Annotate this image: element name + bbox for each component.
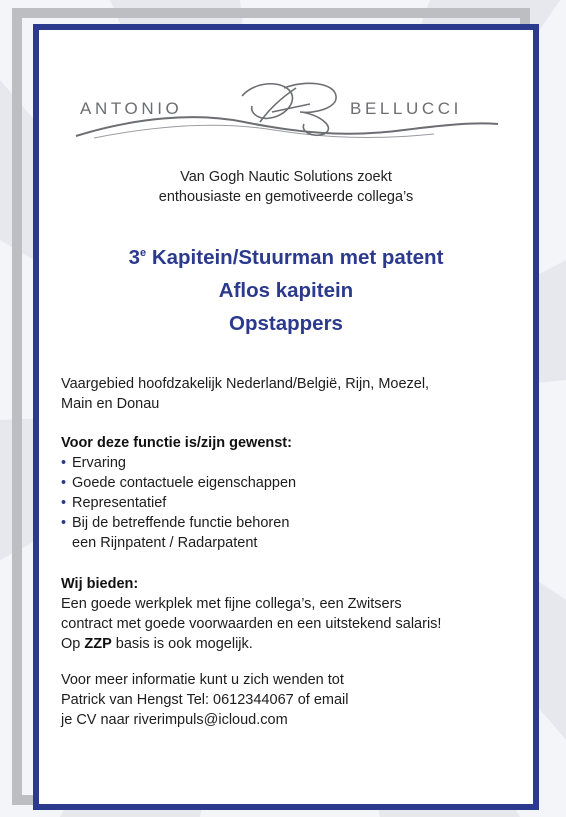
- job-ad-card: [33, 24, 539, 810]
- contact-line-3: je CV naar riverimpuls@icloud.com: [61, 712, 288, 728]
- intro-line-1: Van Gogh Nautic Solutions zoekt: [180, 169, 392, 185]
- requirement-item: • Ervaring: [61, 455, 126, 471]
- job-title-1-ordinal: e: [140, 247, 147, 259]
- job-title-2: Aflos kapitein: [218, 279, 354, 302]
- intro-line-2: enthousiaste en gemotiveerde collega’s: [158, 189, 414, 205]
- sailing-area-line-1: Vaargebied hoofdzakelijk Nederland/België, Rijn, Moezel,: [61, 376, 430, 392]
- contact-section: [61, 670, 515, 730]
- sailing-area: [61, 374, 515, 414]
- job-titles: [39, 237, 533, 340]
- bullet-icon: •: [61, 475, 67, 491]
- requirement-item: • Bij de betreffende functie behoren: [61, 515, 290, 531]
- zzp-term: ZZP: [84, 636, 112, 652]
- bullet-icon: •: [61, 495, 67, 511]
- offer-line-2: contract met goede voorwaarden en een uitstekend salaris!: [61, 616, 442, 632]
- offer-section: [61, 574, 515, 654]
- bullet-icon: •: [61, 455, 67, 471]
- job-title-1-text: Kapitein/Stuurman met patent: [146, 246, 444, 269]
- contact-line-1: Voor meer informatie kunt u zich wenden tot: [61, 672, 344, 688]
- requirements-list: [61, 453, 515, 533]
- sailing-area-line-2: Main en Donau: [61, 396, 160, 412]
- job-title-3: Opstappers: [229, 312, 343, 335]
- bullet-icon: •: [61, 515, 67, 531]
- offer-heading: Wij bieden:: [61, 576, 139, 592]
- offer-line-1: Een goede werkplek met fijne collega’s, een Zwitsers: [61, 596, 402, 612]
- logo-word-right: BELLUCCI: [350, 99, 462, 118]
- logo-word-left: ANTONIO: [80, 99, 183, 118]
- intro-text: [39, 167, 533, 207]
- brand-logo: [74, 78, 500, 140]
- requirement-item: • Goede contactuele eigenschappen: [61, 475, 297, 491]
- job-title-1-number: 3: [128, 246, 140, 269]
- contact-line-2: Patrick van Hengst Tel: 0612344067 of email: [61, 692, 349, 708]
- job-title-1: [39, 237, 533, 274]
- requirements-section: [61, 433, 515, 553]
- offer-line-3: Op ZZP basis is ook mogelijk.: [61, 636, 253, 652]
- requirements-heading: Voor deze functie is/zijn gewenst:: [61, 435, 292, 451]
- requirement-continuation: een Rijnpatent / Radarpatent: [72, 535, 258, 551]
- requirement-item: • Representatief: [61, 495, 167, 511]
